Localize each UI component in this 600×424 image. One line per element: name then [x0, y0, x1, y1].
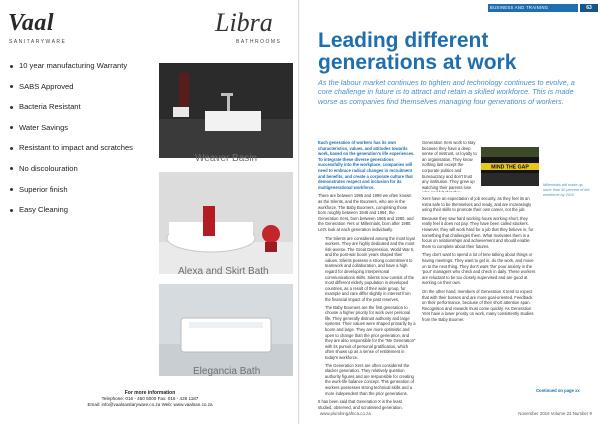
bullet-icon	[10, 209, 13, 212]
bullet-icon	[10, 106, 13, 109]
bullet-icon	[10, 65, 13, 68]
mind-the-gap-illustration	[481, 147, 539, 186]
bullet-icon	[10, 126, 13, 129]
feature-item: 10 year manufacturing Warranty	[10, 56, 133, 77]
feature-list	[10, 56, 133, 221]
feature-item: Superior finish	[10, 180, 133, 201]
contact-heading: For more information	[124, 390, 176, 396]
lead-paragraph: Each generation of workers has its own characteristics, values, and attitudes towards work, based on the generation's life experiences. To integrate these diverse generations successfully into the workplace, companies will need to embrace radical changes in recruitment and benefits, and create a corporate culture that demonstrates respect and inclusion for its multigenerational workforce.	[318, 140, 415, 190]
body-paragraph: They don't want to spend a lot of time talking about things or having meetings. They want to get in, do the work, and move on to the next thing. They don't want 'the' pour anxiety in the 'pour' managers who check and check in daily. These workers are reluctant to be too closely supervised and are good at working on their own.	[422, 252, 536, 286]
feature-item: Resistant to impact and scratches	[10, 138, 133, 159]
bullet-icon	[10, 147, 13, 150]
feature-item: No discolouration	[10, 159, 133, 180]
bullet-icon	[10, 85, 13, 88]
weaver-basin-photo	[159, 63, 293, 158]
page-number: 63	[580, 4, 598, 12]
elegancia-bath-illustration	[159, 284, 293, 376]
generation-bullet: • The Silents are considered among the most loyal workers. They are highly dedicated and the most risk-averse. The Great Depression, World War II, and the post-war boom years shaped their values. Silents possess a strong commitment to teamwork and collaboration, and have a high regard for developing interpersonal communications skills. Silents now consist of the most different elderly population in developed countries, as a result of their wide group, for example and care differ slightly in interest from the financial impact of the past reserves.	[325, 236, 416, 303]
footer-url[interactable]: www.plumbingafrica.co.za	[320, 411, 371, 416]
libra-tagline: BATHROOMS	[236, 39, 282, 45]
bullet-icon	[10, 188, 13, 191]
weaver-basin-illustration	[159, 63, 293, 158]
alexa-skirt-bath-photo	[159, 172, 293, 274]
section-label: BUSINESS AND TRAINING	[490, 5, 549, 10]
generation-list	[318, 236, 416, 397]
alexa-skirt-bath-caption: Alexa and Skirt Bath	[178, 266, 269, 277]
elegancia-bath-photo	[159, 284, 293, 376]
alexa-bath-illustration	[159, 172, 293, 274]
contact-email-web: Email: info@vaalsanitaryware.co.za Web: www.vaalsan.co.za	[87, 402, 213, 407]
article-intro: As the labour market continues to tighten and technology continues to evolve, a core challenge in future is to attract and retain a skilled workforce. This is made worse as companies find themselves managing four generations of workers.	[318, 78, 575, 106]
article-column-2-top	[422, 140, 477, 192]
image-caption: Millennials will make up more than 40 percent of the workforce by 2020	[543, 183, 590, 197]
bullet-icon	[10, 167, 13, 170]
vaal-logo: Vaal	[8, 10, 55, 36]
feature-item: Bacteria Resistant	[10, 97, 133, 118]
advert-contact-footer	[0, 390, 300, 424]
article-footer	[320, 411, 592, 420]
generation-bullet: • The Generation Xers are often considered the slacker generation. They relatively question authority figures and are responsible for creating the work-life balance concept. This generation of workers possesses strong technical skills and a more independent than the prior generations.	[325, 363, 416, 397]
footer-issue: November 2016 Volume 23 Number 9	[518, 411, 592, 416]
feature-item: SABS Approved	[10, 77, 133, 98]
mind-the-gap-image	[481, 147, 539, 186]
article-column-2	[422, 196, 538, 406]
article-column-1	[318, 140, 416, 410]
article-page	[300, 0, 600, 424]
body-paragraph: Xers have an expectation of job security, as they feel its an extra safe to be themselves and ready, and are increasingly using their skills to promote their own career, not the job.	[422, 196, 532, 213]
body-paragraph: There are between 1995 and 1999 we often known as the Silents, and the Boomers, who are in the workforce. The Baby Boomers, comprising those born roughly between 1946 and 1964, the Generation Xers, born between 1965 and 1980, and the Generation Yers or Millennials, born after 1980. Let's look at each generation individually.	[318, 193, 414, 232]
elegancia-bath-caption: Elegancia Bath	[193, 366, 261, 377]
mind-the-gap-text: MIND THE GAP	[491, 164, 529, 171]
libra-logo: Libra	[215, 8, 273, 37]
contact-telephone: Telephone: 016 - 450 5000 Fax: 016 - 428 1187	[101, 396, 199, 401]
body-paragraph: It has been said that Generation X is the least studied, observed, and scrutinised generation.	[318, 399, 403, 410]
feature-item: Water Savings	[10, 118, 133, 139]
feature-item: Easy Cleaning	[10, 200, 133, 221]
body-paragraph: Because they saw hard working hours working short, they really feel it does not pay. They have been called slackers. However, they will work hard for a job that they believe in, for something that challenges them. What motivates them is a focus on relationships and achievement and should enable them to complete about their futures.	[422, 215, 534, 249]
generation-bullet: • The Baby Boomers are the first generation to choose a higher priority for work over personal life. They generally distrust authority and large systems. Their values were shaped primarily by a boom and large. They are more optimistic and open to change than the prior generation, and they are also responsible for the "Me Generation" with its pursuit of personal gratification, which often shows up as a sense of entitlement in today's workforce.	[325, 305, 416, 361]
article-headline: Leading different generations at work	[318, 29, 517, 74]
weaver-basin-caption: Weaver Basin	[195, 153, 258, 164]
vaal-tagline: SANITARYWARE	[9, 39, 67, 45]
continued-link[interactable]: Continued on page xx	[536, 388, 580, 393]
body-paragraph: Generation Xers work to stay because they have a deep sense of mistrust, or loyalty to an organisation. They know nothing last except the corporate politics and bureaucracy and don't trust any institution. They grew up watching their parents lose	[422, 140, 477, 190]
body-paragraph: On the other hand, members of Generation X tend to expect that with their bosses and are more goal-oriented. Feedback on their performance, because of their short attention span. Recognition and rewards must come quickly. As Generation Yers have a lower priority on work, many consistently studies from the Baby Boomer.	[422, 288, 534, 322]
